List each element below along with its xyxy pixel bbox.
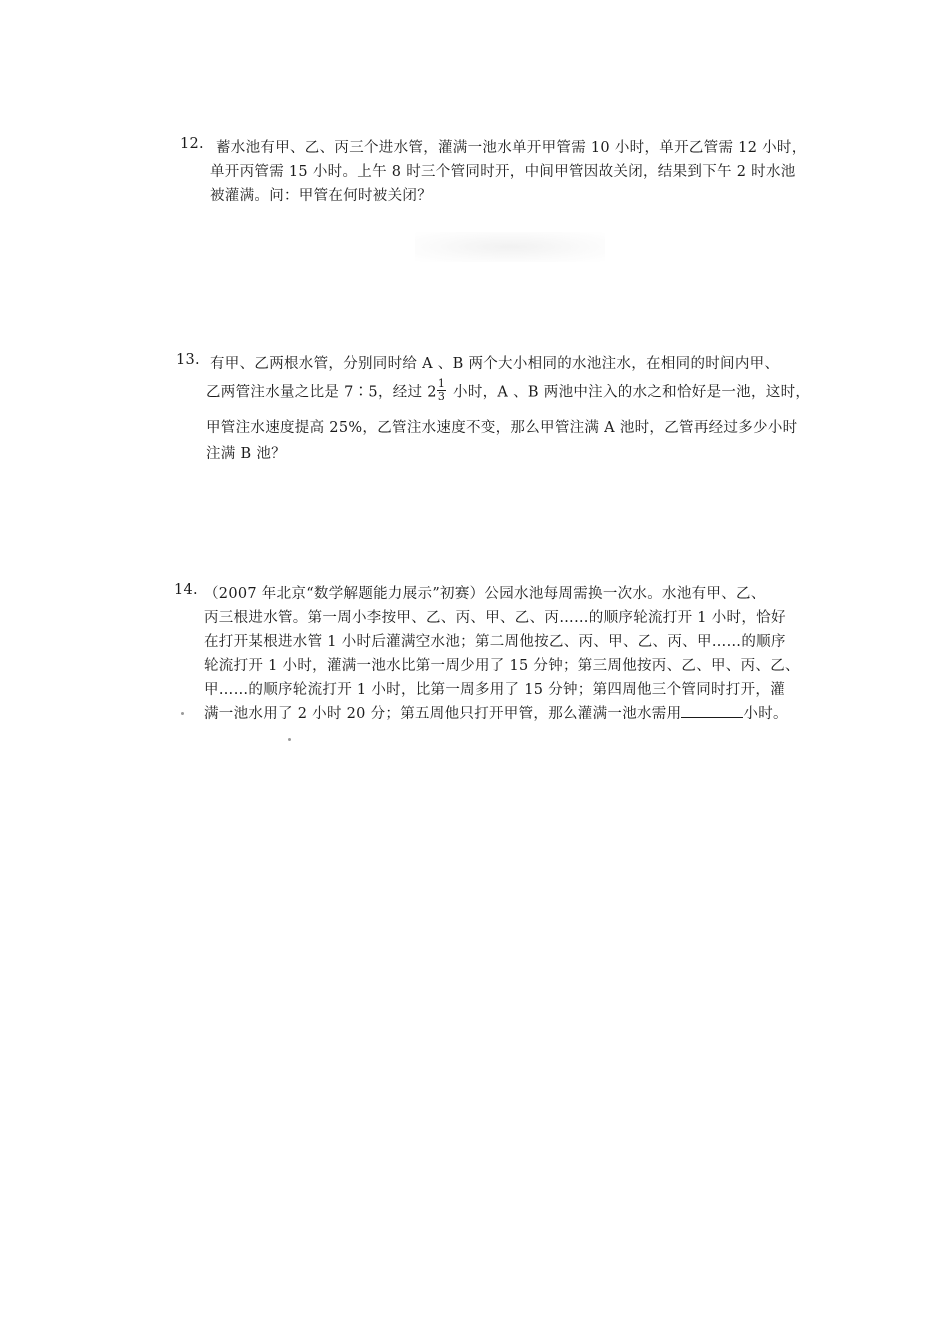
problem-text-line: （2007 年北京“数学解题能力展示”初赛）公园水池每周需换一次水。水池有甲、乙、	[204, 586, 766, 602]
scan-smudge	[415, 232, 605, 262]
problem-text-line: 有甲、乙两根水管，分别同时给 A 、B 两个大小相同的水池注水，在相同的时间内甲、	[210, 356, 780, 372]
problem-text-line: 轮流打开 1 小时，灌满一池水比第一周少用了 15 分钟；第三周他按丙、乙、甲、丙、乙、	[204, 658, 800, 674]
scan-speck	[288, 738, 291, 741]
fraction	[437, 378, 446, 403]
answer-blank	[681, 705, 743, 718]
problem-text-line: 被灌满。问：甲管在何时被关闭？	[210, 188, 432, 204]
problem-text-line: 蓄水池有甲、乙、丙三个进水管，灌满一池水单开甲管需 10 小时，单开乙管需 12 小时，	[216, 140, 807, 156]
problem-text-line: 注满 B 池？	[206, 446, 286, 462]
problem-text-line-with-blank	[204, 702, 788, 723]
problem-number: 12.	[180, 136, 204, 152]
problem-text-line: 丙三根进水管。第一周小李按甲、乙、丙、甲、乙、丙……的顺序轮流打开 1 小时，恰好	[204, 610, 786, 626]
text-segment: 小时。	[743, 706, 788, 722]
text-segment: 小时，A 、B 两池中注入的水之和恰好是一池，这时，	[448, 384, 811, 401]
problem-text-line: 甲……的顺序轮流打开 1 小时，比第一周多用了 15 分钟；第四周他三个管同时打开，灌	[204, 682, 786, 698]
problem-number: 14.	[174, 582, 198, 598]
problem-text-line: 甲管注水速度提高 25%，乙管注水速度不变，那么甲管注满 A 池时，乙管再经过多少小时	[206, 420, 798, 436]
problem-number: 13.	[176, 352, 200, 368]
fraction-denominator: 3	[437, 390, 446, 403]
text-segment: 乙两管注水量之比是 7∶5，经过	[206, 384, 428, 401]
fraction-numerator: 1	[437, 377, 446, 390]
problem-text-line: 在打开某根进水管 1 小时后灌满空水池；第二周他按乙、丙、甲、乙、丙、甲……的顺序	[204, 634, 786, 650]
problem-text-line: 单开丙管需 15 小时。上午 8 时三个管同时开，中间甲管因故关闭，结果到下午 2 时水池	[210, 164, 796, 180]
text-segment: 满一池水用了 2 小时 20 分；第五周他只打开甲管，那么灌满一池水需用	[204, 706, 682, 722]
mixed-number-whole: 2	[427, 384, 437, 401]
scan-speck	[181, 712, 184, 715]
problem-text-line-with-fraction	[206, 377, 811, 405]
